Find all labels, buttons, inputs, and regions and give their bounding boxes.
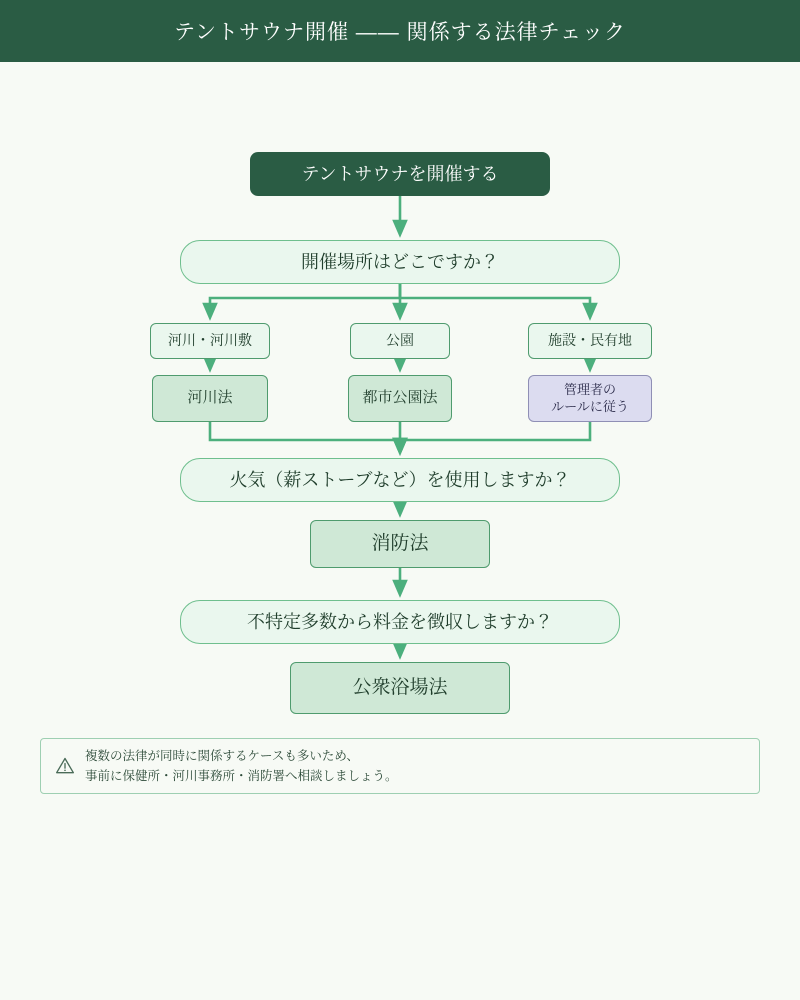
node-law-fire-service-act-label: 消防法 (371, 533, 429, 555)
flowchart-canvas (0, 62, 800, 783)
node-option-river-label: 河川・河川敷 (168, 332, 252, 349)
node-option-park[interactable] (350, 323, 450, 359)
page-title: テントサウナ開催 —— 関係する法律チェック (174, 21, 626, 44)
node-question-fee-label: 不特定多数から料金を徴収しますか？ (247, 611, 553, 632)
node-option-park-label: 公園 (386, 332, 414, 349)
node-question-location[interactable] (180, 240, 620, 284)
node-option-facility[interactable] (528, 323, 652, 359)
node-option-facility-label: 施設・民有地 (548, 332, 632, 349)
node-law-public-bath-act[interactable] (290, 662, 510, 714)
node-question-location-label: 開催場所はどこですか？ (301, 251, 499, 272)
node-law-public-bath-act-label: 公衆浴場法 (352, 677, 448, 699)
node-law-city-park-act-label: 都市公園法 (362, 389, 438, 407)
warning-icon (55, 756, 75, 776)
node-manager-rule-line2: ルールに従う (551, 398, 629, 414)
node-law-river-act-label: 河川法 (187, 389, 233, 407)
node-manager-rule-line1: 管理者の (563, 381, 616, 397)
node-question-fire-label: 火気（薪ストーブなど）を使用しますか？ (229, 469, 571, 490)
node-law-river-act[interactable] (152, 375, 268, 422)
footnote-line-2: 事前に保健所・河川事務所・消防署へ相談しましょう。 (85, 769, 398, 783)
node-start[interactable] (250, 152, 550, 196)
node-option-river[interactable] (150, 323, 270, 359)
page-header (0, 0, 800, 62)
node-law-fire-service-act[interactable] (310, 520, 490, 568)
footnote-box (40, 738, 760, 794)
footnote-text (85, 746, 398, 786)
node-law-city-park-act[interactable] (348, 375, 452, 422)
node-start-label: テントサウナを開催する (301, 163, 499, 184)
node-manager-rule[interactable] (528, 375, 652, 422)
node-question-fee[interactable] (180, 600, 620, 644)
node-question-fire[interactable] (180, 458, 620, 502)
footnote-line-1: 複数の法律が同時に関係するケースも多いため、 (85, 749, 359, 763)
